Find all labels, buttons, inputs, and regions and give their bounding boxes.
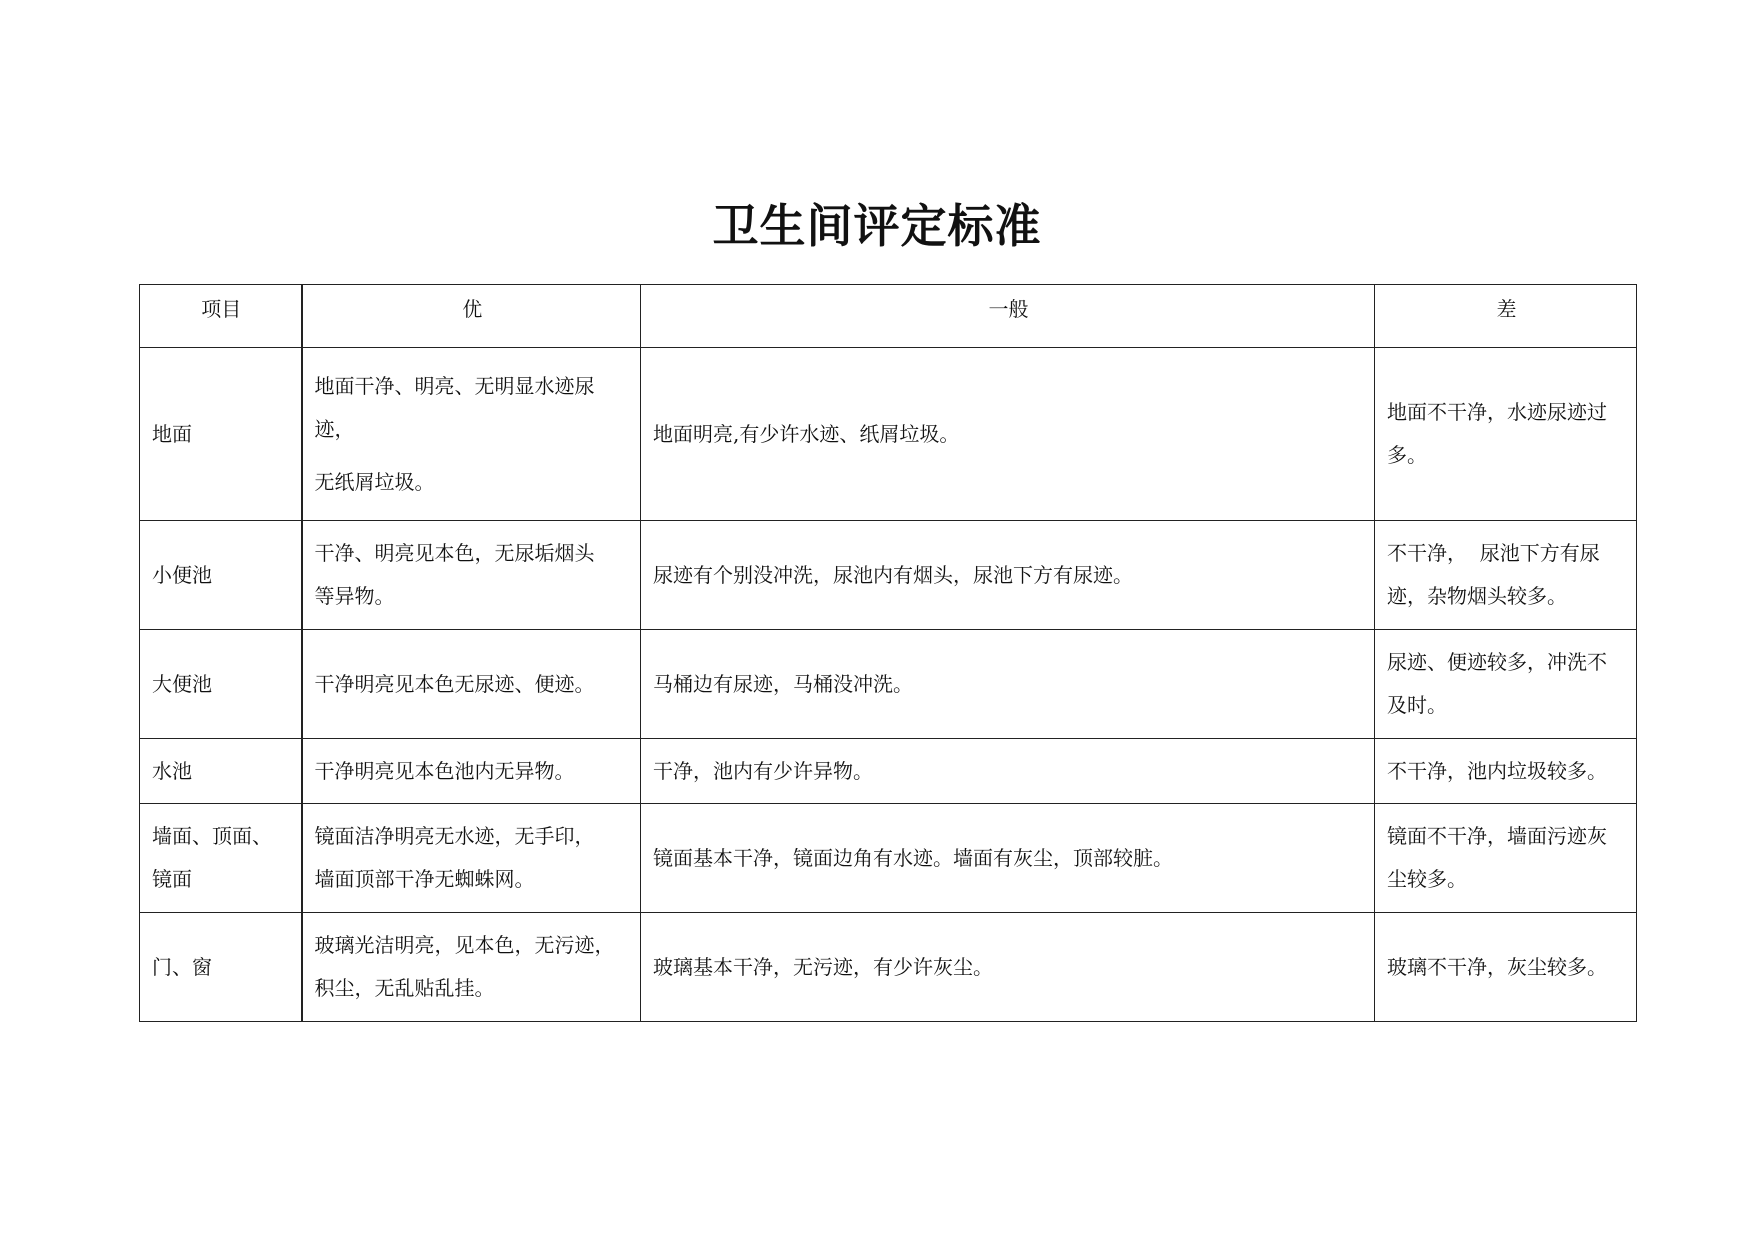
fair-cell: 干净，池内有少许异物。 — [641, 739, 1375, 804]
poor-text: 镜面不干净，墙面污迹灰 — [1387, 824, 1607, 848]
poor-cell — [1375, 630, 1637, 739]
good-cell: 干净明亮见本色无尿迹、便迹。 — [302, 630, 641, 739]
header-good: 优 — [302, 285, 641, 348]
good-text: 墙面顶部干净无蜘蛛网。 — [314, 867, 535, 891]
poor-text: 多。 — [1387, 443, 1427, 467]
header-fair: 一般 — [641, 285, 1375, 348]
header-row — [140, 285, 1637, 348]
page-title: 卫生间评定标准 — [712, 199, 1042, 253]
table-row — [140, 348, 1637, 521]
item-cell: 门、窗 — [140, 913, 302, 1022]
poor-text: 地面不干净，水迹尿迹过 — [1387, 400, 1607, 424]
paragraph-gap — [315, 451, 631, 461]
good-text: 玻璃光洁明亮，见本色，无污迹， — [314, 933, 615, 957]
good-cell — [302, 521, 641, 630]
poor-text: 尘较多。 — [1387, 867, 1467, 891]
good-text: 等异物。 — [314, 584, 395, 608]
item-text: 墙面、顶面、 — [152, 824, 272, 848]
good-text: 积尘，无乱贴乱挂。 — [314, 976, 495, 1000]
header-poor: 差 — [1375, 285, 1637, 348]
table-row — [140, 630, 1637, 739]
good-cell — [302, 913, 641, 1022]
item-cell: 小便池 — [140, 521, 302, 630]
fair-cell: 地面明亮,有少许水迹、纸屑垃圾。 — [641, 348, 1375, 521]
table-row — [140, 521, 1637, 630]
poor-cell — [1375, 804, 1637, 913]
item-cell: 水池 — [140, 739, 302, 804]
fair-cell: 玻璃基本干净，无污迹，有少许灰尘。 — [641, 913, 1375, 1022]
poor-text: 不干净， 尿池下方有尿 — [1387, 541, 1600, 565]
poor-text: 迹，杂物烟头较多。 — [1387, 584, 1567, 608]
poor-text: 及时。 — [1387, 693, 1447, 717]
poor-text: 尿迹、便迹较多，冲洗不 — [1387, 650, 1607, 674]
table-row — [140, 913, 1637, 1022]
poor-cell — [1375, 521, 1637, 630]
good-text: 迹， — [314, 416, 355, 441]
good-text: 镜面洁净明亮无水迹，无手印， — [314, 824, 595, 848]
item-cell: 大便池 — [140, 630, 302, 739]
fair-cell: 镜面基本干净，镜面边角有水迹。墙面有灰尘，顶部较脏。 — [641, 804, 1375, 913]
fair-cell: 尿迹有个别没冲洗，尿池内有烟头，尿池下方有尿迹。 — [641, 521, 1375, 630]
poor-cell — [1375, 348, 1637, 521]
good-cell — [302, 804, 641, 913]
criteria-table — [139, 284, 1637, 1022]
header-item: 项目 — [140, 285, 302, 348]
item-text: 镜面 — [152, 867, 192, 891]
good-cell: 干净明亮见本色池内无异物。 — [302, 739, 641, 804]
good-text: 地面干净、明亮、无明显水迹尿 — [314, 373, 595, 398]
poor-cell: 不干净，池内垃圾较多。 — [1375, 739, 1637, 804]
good-text: 干净、明亮见本色，无尿垢烟头 — [314, 541, 595, 565]
table-row — [140, 739, 1637, 804]
table-row — [140, 804, 1637, 913]
item-cell: 地面 — [140, 348, 302, 521]
good-cell — [302, 348, 641, 521]
item-cell — [140, 804, 302, 913]
fair-cell: 马桶边有尿迹，马桶没冲洗。 — [641, 630, 1375, 739]
poor-cell: 玻璃不干净，灰尘较多。 — [1375, 913, 1637, 1022]
good-text: 无纸屑垃圾。 — [314, 469, 435, 494]
